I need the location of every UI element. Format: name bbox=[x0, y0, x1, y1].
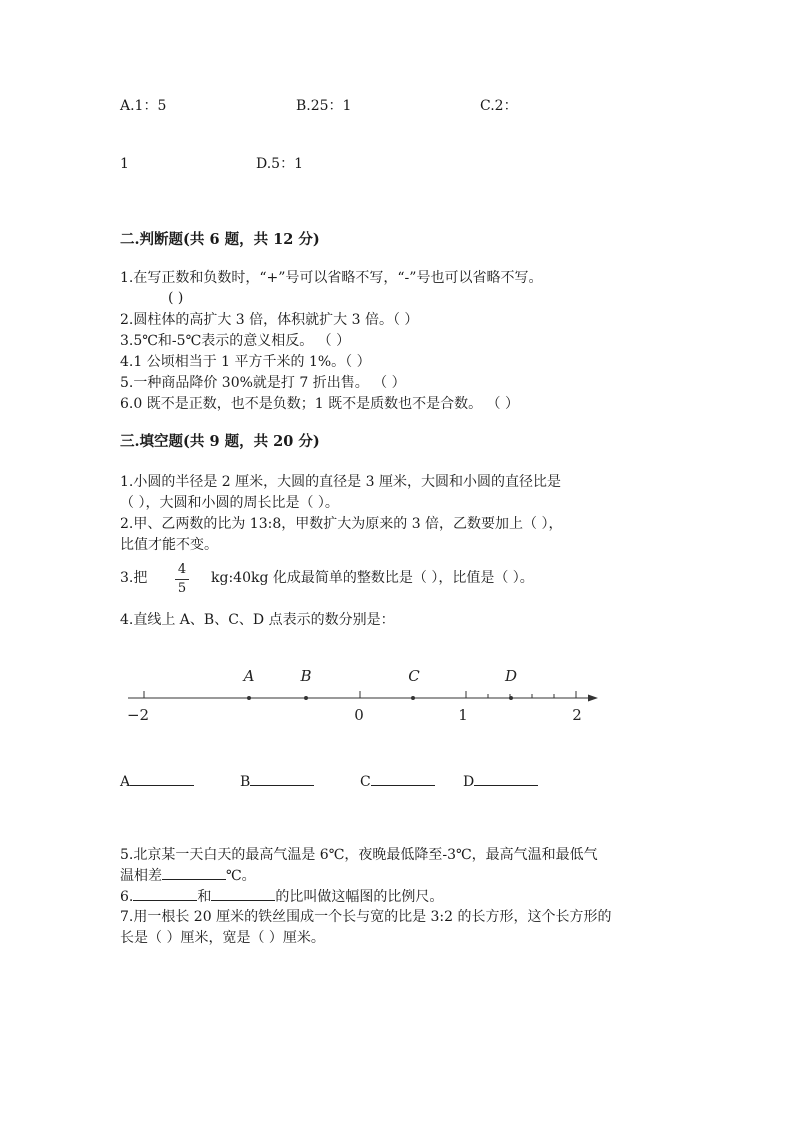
point-label-a: A bbox=[243, 667, 255, 685]
judge-q5: 5.一种商品降价 30%就是打 7 折出售。 （ ） bbox=[120, 375, 406, 391]
answer-b-label: B bbox=[240, 774, 251, 790]
answer-d-blank[interactable] bbox=[474, 771, 538, 786]
fill-q3-suffix: kg:40kg 化成最简单的整数比是（ ），比值是（ ）。 bbox=[211, 570, 534, 586]
number-line-figure bbox=[120, 660, 610, 730]
fraction-four-fifths bbox=[175, 562, 189, 597]
scale-blank-1[interactable] bbox=[133, 886, 197, 901]
point-c bbox=[411, 696, 415, 700]
answer-a-label: A bbox=[120, 774, 131, 790]
scale-blank-2[interactable] bbox=[211, 886, 275, 901]
answer-b-blank[interactable] bbox=[250, 771, 314, 786]
judge-q6: 6.0 既不是正数，也不是负数；1 既不是质数也不是合数。 （ ） bbox=[120, 396, 519, 412]
section-3-title: 三.填空题(共 9 题，共 20 分) bbox=[120, 433, 320, 450]
option-b: B.25：1 bbox=[296, 98, 352, 114]
answer-d bbox=[463, 771, 538, 792]
judge-q4: 4.1 公顷相当于 1 平方千米的 1%。（ ） bbox=[120, 354, 371, 370]
option-c-continued: 1 bbox=[120, 156, 129, 172]
point-b bbox=[304, 696, 308, 700]
judge-q1-line2: ( ) bbox=[168, 290, 184, 306]
fill-q3-prefix: 3.把 bbox=[120, 570, 148, 586]
point-a bbox=[247, 696, 251, 700]
fill-q1-line2: （ ），大圆和小圆的周长比是（ ）。 bbox=[120, 495, 339, 511]
tick-label-1: 1 bbox=[458, 706, 468, 724]
fill-q6-prefix: 6. bbox=[120, 889, 134, 905]
fill-q2-line2: 比值才能不变。 bbox=[120, 537, 218, 553]
option-a: A.1：5 bbox=[120, 98, 167, 114]
answer-c-label: C bbox=[360, 774, 371, 790]
point-d bbox=[509, 696, 513, 700]
option-d: D.5：1 bbox=[256, 156, 303, 172]
answer-a bbox=[120, 771, 194, 792]
section-2-title: 二.判断题(共 6 题，共 12 分) bbox=[120, 231, 320, 248]
answer-d-label: D bbox=[463, 774, 475, 790]
point-label-d: D bbox=[504, 667, 518, 685]
answer-c bbox=[360, 771, 435, 792]
option-c: C.2： bbox=[480, 98, 518, 114]
judge-q3: 3.5℃和-5℃表示的意义相反。 （ ） bbox=[120, 333, 351, 349]
temp-difference-blank[interactable] bbox=[162, 865, 226, 880]
fraction-numerator: 4 bbox=[175, 562, 189, 580]
answer-a-blank[interactable] bbox=[130, 771, 194, 786]
tick-label-2: 2 bbox=[572, 706, 582, 724]
fill-q1-line1: 1.小圆的半径是 2 厘米，大圆的直径是 3 厘米，大圆和小圆的直径比是 bbox=[120, 474, 561, 490]
fill-q5-suffix: ℃。 bbox=[226, 868, 256, 884]
judge-q1-line1: 1.在写正数和负数时，“+”号可以省略不写，“-”号也可以省略不写。 bbox=[120, 270, 543, 286]
number-line-arrow bbox=[588, 695, 598, 702]
answer-c-blank[interactable] bbox=[371, 771, 435, 786]
fill-q6-suffix: 的比叫做这幅图的比例尺。 bbox=[275, 889, 444, 905]
fraction-denominator: 5 bbox=[177, 581, 187, 596]
fill-q4: 4.直线上 A、B、C、D 点表示的数分别是： bbox=[120, 612, 395, 628]
fill-q7-line2: 长是（ ）厘米，宽是（ ）厘米。 bbox=[120, 930, 325, 946]
point-label-b: B bbox=[300, 667, 312, 685]
fill-q5-line2 bbox=[120, 865, 256, 886]
judge-q2: 2.圆柱体的高扩大 3 倍，体积就扩大 3 倍。（ ） bbox=[120, 312, 419, 328]
tick-label-minus-2: −2 bbox=[126, 706, 150, 724]
tick-label-0: 0 bbox=[354, 706, 364, 724]
fill-q2-line1: 2.甲、乙两数的比为 13:8，甲数扩大为原来的 3 倍，乙数要加上（ ）， bbox=[120, 516, 563, 532]
answer-b bbox=[240, 771, 314, 792]
fill-q6-mid: 和 bbox=[197, 889, 212, 905]
fill-q7-line1: 7.用一根长 20 厘米的铁丝围成一个长与宽的比是 3:2 的长方形，这个长方形的 bbox=[120, 909, 612, 925]
fill-q5-line1: 5.北京某一天白天的最高气温是 6℃，夜晚最低降至-3℃，最高气温和最低气 bbox=[120, 847, 598, 863]
fill-q5-prefix: 温相差 bbox=[120, 868, 162, 884]
point-label-c: C bbox=[408, 667, 420, 685]
fill-q6 bbox=[120, 886, 443, 907]
